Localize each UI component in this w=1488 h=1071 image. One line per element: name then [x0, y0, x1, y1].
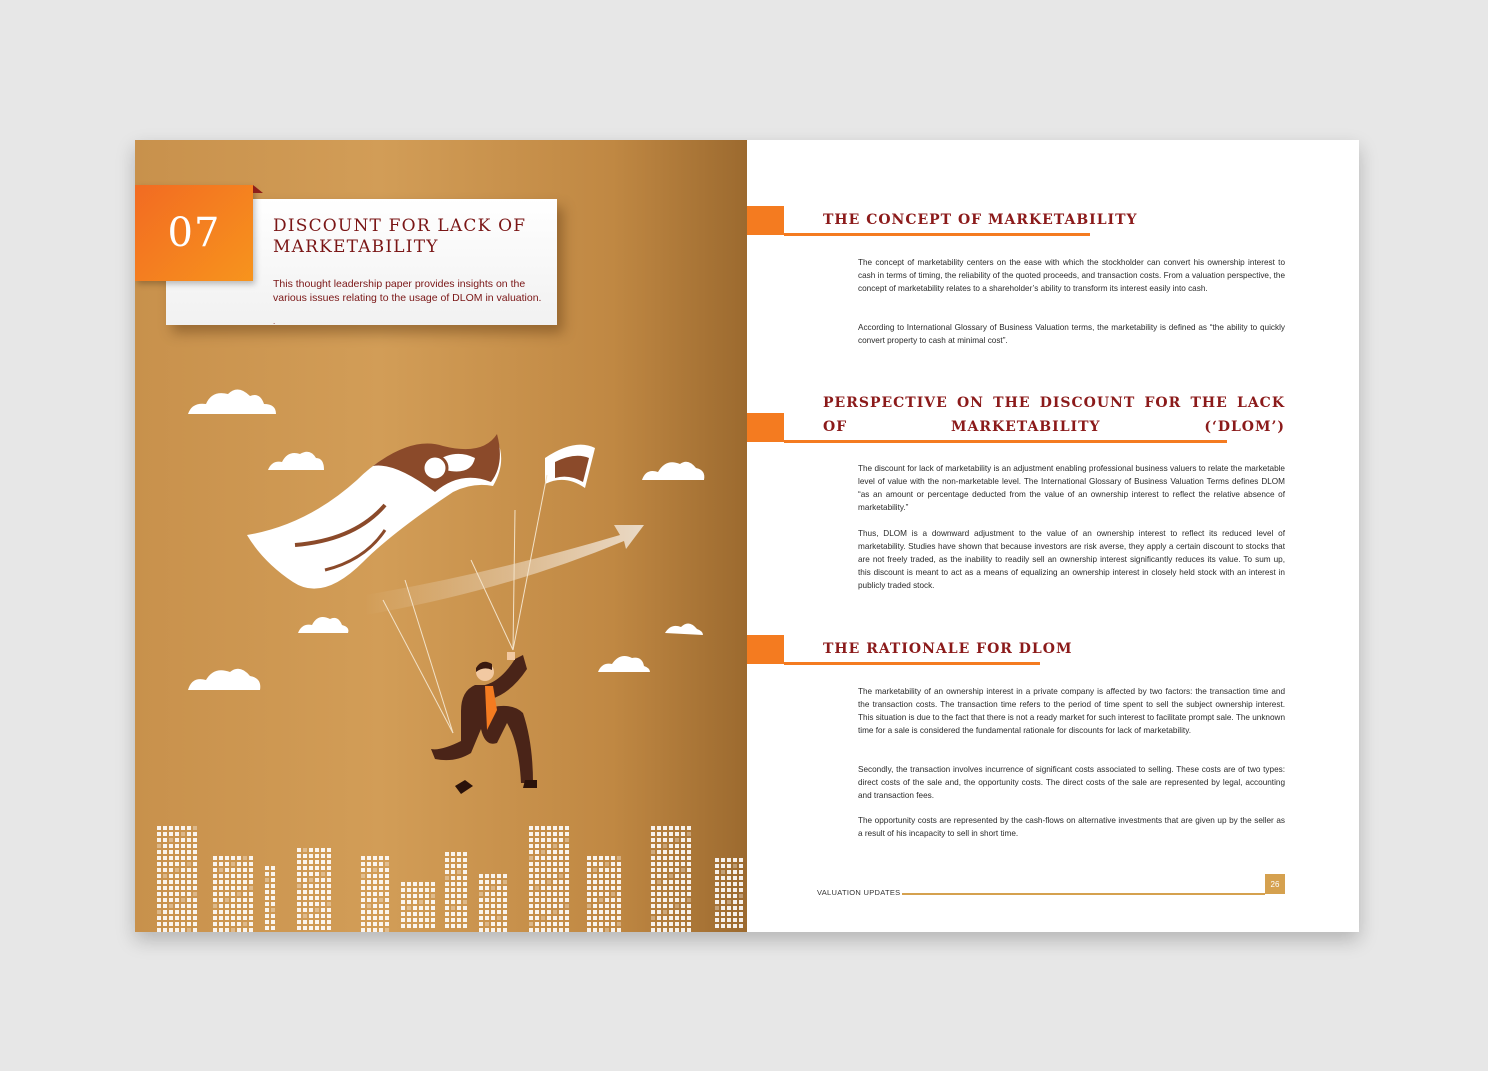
chapter-description: This thought leadership paper provides insights on the various issues relating to the usage of DLOM in valuation. — [273, 278, 542, 304]
section-bar-2 — [747, 413, 784, 442]
footer-label: VALUATION UPDATES — [817, 888, 901, 897]
chapter-box-fold — [253, 185, 263, 193]
section-title-perspective: PERSPECTIVE ON THE DISCOUNT FOR THE LACK OF MARKETABILITY (‘DLOM’) — [823, 395, 1285, 435]
brochure-spread — [135, 140, 1359, 932]
section-bar-1 — [747, 206, 784, 235]
section-underline-2 — [784, 440, 1227, 443]
section-3-paragraph-1: The marketability of an ownership interest in a private company is affected by two factors: the transaction time and the transaction costs. The transaction time refers to the period of time spent to sell the subject ownership interest. This situation is due to the fact that there is not a ready market for such interest to facilitate prompt sale. The unknown time for a sale is considered the fundamental rationale for discounts for lack of marketability. — [858, 687, 1285, 735]
card-dot: . — [273, 317, 276, 326]
businessman-icon — [431, 652, 537, 794]
page-number: 26 — [1265, 874, 1285, 894]
section-title-concept: THE CONCEPT OF MARKETABILITY — [823, 212, 1138, 228]
buildings — [157, 826, 743, 932]
right-page — [747, 140, 1359, 932]
section-1-paragraph-2: According to International Glossary of Business Valuation terms, the marketability is defined as “the ability to quickly convert property to cash at minimal cost”. — [858, 323, 1285, 345]
section-3-paragraph-3: The opportunity costs are represented by the cash-flows on alternative investments that are given up by the seller as a result of his incapacity to sell in short time. — [858, 816, 1285, 838]
section-2-paragraph-1: The discount for lack of marketability is an adjustment enabling professional business valuers to relate the marketable level of value with the non-marketable level. The International Glossary of Business Valuation Terms defines DLOM “as an amount or percentage deducted from the value of an ownership interest to reflect the relative absence of marketability.” — [858, 464, 1285, 512]
section-underline-1 — [784, 233, 1090, 236]
section-3-paragraph-2: Secondly, the transaction involves incurrence of significant costs associated to selling. These costs are of two types: direct costs of the sale and, the opportunity costs. The direct costs of the sale are represented by legal, accounting and transaction fees. — [858, 765, 1285, 800]
arrow-icon — [365, 525, 644, 615]
section-bar-3 — [747, 635, 784, 664]
footer-rule — [902, 893, 1265, 895]
section-2-paragraph-2: Thus, DLOM is a downward adjustment to the value of an ownership interest to reflect its reduced level of marketability. Studies have shown that because investors are risk averse, they apply a certain discount to stocks that are not freely traded, as the inability to readily sell an ownership interest significantly reduces its value. To sum up, this discount is meant to act as a means of equalizing an ownership interest in closely held stock with an interest in publicly traded stock. — [858, 529, 1285, 590]
section-1-paragraph-1: The concept of marketability centers on the ease with which the stockholder can convert his ownership interest to cash in terms of timing, the reliability of the quoted proceeds, and transaction costs. From a valuation perspective, the concept of marketability relates to a shareholder’s ability to transform its interest easily into cash. — [858, 258, 1285, 293]
section-title-rationale: THE RATIONALE FOR DLOM — [823, 641, 1073, 657]
chapter-title: DISCOUNT FOR LACK OF MARKETABILITY — [273, 216, 527, 257]
section-underline-3 — [784, 662, 1040, 665]
left-page — [135, 140, 747, 932]
chapter-number: 07 — [167, 210, 221, 256]
